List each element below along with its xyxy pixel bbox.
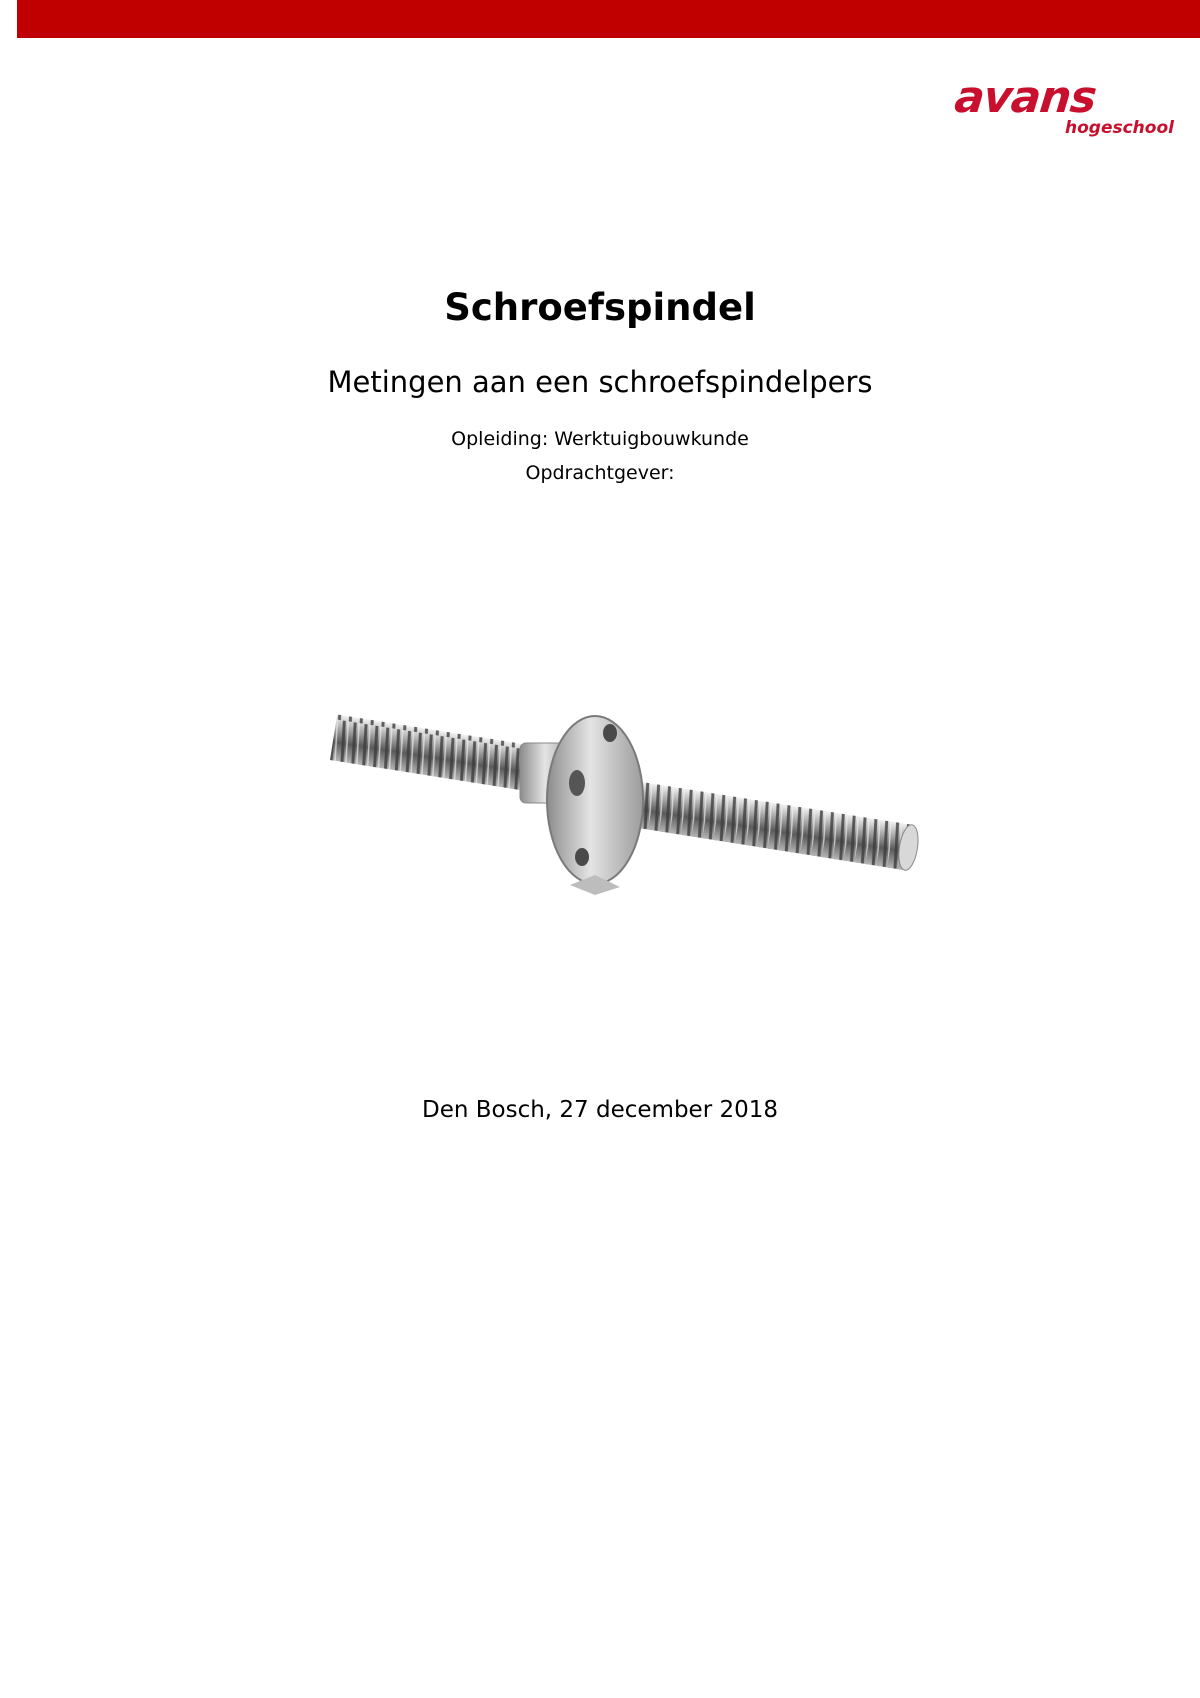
client-line: Opdrachtgever: xyxy=(525,462,675,484)
avans-logo xyxy=(952,72,1174,147)
logo-subtitle: hogeschool xyxy=(1065,118,1174,138)
lead-screw-image xyxy=(320,705,920,925)
document-title: Schroefspindel xyxy=(444,286,756,329)
document-subtitle: Metingen aan een schroefspindelpers xyxy=(327,365,873,399)
header-bar xyxy=(17,0,1200,38)
place-and-date: Den Bosch, 27 december 2018 xyxy=(421,1097,778,1123)
logo-brand: avans xyxy=(952,72,1099,123)
rod-right xyxy=(618,779,920,871)
flange-nut xyxy=(520,716,643,895)
education-line: Opleiding: Werktuigbouwkunde xyxy=(451,428,749,450)
